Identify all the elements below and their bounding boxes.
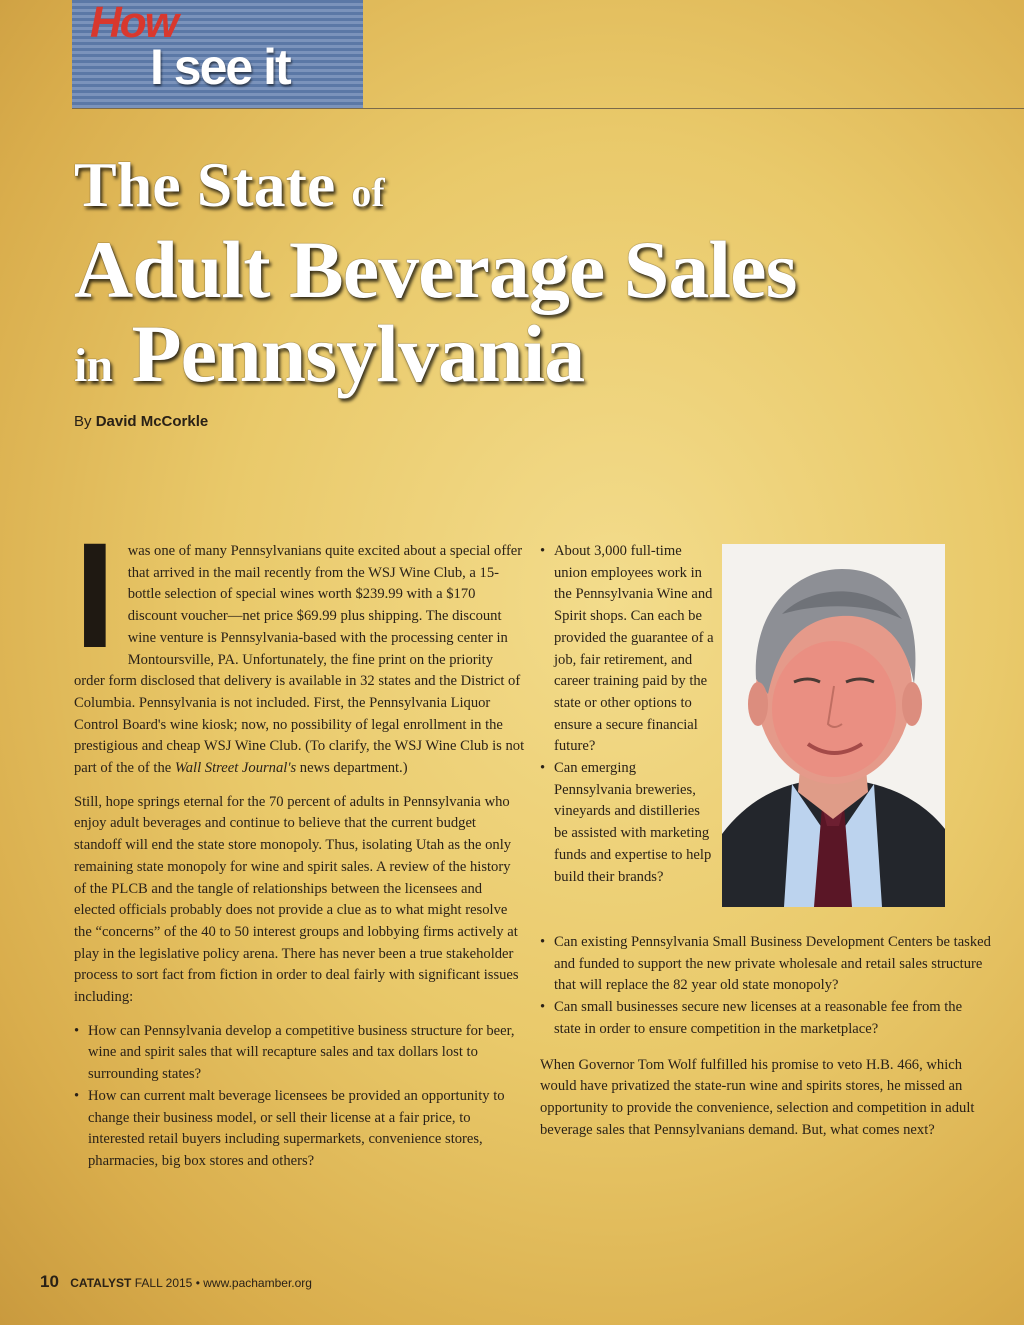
header-rule xyxy=(72,108,1024,109)
logo-i-see-it-text: I see it xyxy=(150,39,290,95)
how-i-see-it-logo xyxy=(72,0,363,108)
right-bullet-list-bottom xyxy=(540,932,992,1041)
author-portrait-image xyxy=(722,544,945,907)
list-item: • Can existing Pennsylvania Small Business Development Centers be tasked and funded to support the new private wholesale and retail sales structure that will replace the 82 year old state monopoly? xyxy=(540,932,992,997)
title-line-1-main: The State xyxy=(74,149,336,220)
byline-author: David McCorkle xyxy=(95,413,209,430)
magazine-name: CATALYST xyxy=(70,1276,132,1290)
author-photo xyxy=(722,544,945,907)
left-column xyxy=(74,511,526,1173)
right-bullet-list-top xyxy=(540,541,715,888)
article-title xyxy=(74,150,796,408)
closing-paragraph: When Governor Tom Wolf fulfilled his promise to veto H.B. 466, which would have privatized the state-run wine and spirits stores, he missed an opportunity to provide the convenience, selection and competition in adult beverage sales that Pennsylvanians demand. But, what comes next? xyxy=(540,1056,975,1138)
paragraph-1-end: news department.) xyxy=(296,760,408,777)
footer-separator: • xyxy=(195,1276,200,1290)
list-item: • Can emerging Pennsylvania breweries, vineyards and distilleries be assisted with marketing funds and expertise to help build their brands? xyxy=(540,758,715,888)
page-number: 10 xyxy=(40,1272,59,1291)
list-item: • About 3,000 full-time union employees work in the Pennsylvania Wine and Spirit shops. Can each be provided the guarantee of a job, fair retirement, and career training paid by the state or other options to ensure a secure financial future? xyxy=(540,541,715,758)
title-line-3 xyxy=(74,308,796,408)
website-link[interactable]: www.pachamber.org xyxy=(203,1276,312,1290)
logo-how-text: How xyxy=(90,0,177,47)
left-bullet-list xyxy=(74,1021,526,1173)
list-item: • Can small businesses secure new licenses at a reasonable fee from the state in order to ensure competition in the marketplace? xyxy=(540,997,992,1040)
list-item: • How can Pennsylvania develop a competitive business structure for beer, wine and spirit sales that will recapture sales and tax dollars lost to surrounding states? xyxy=(74,1021,526,1086)
drop-cap: I xyxy=(74,511,116,679)
title-line-1-small: of xyxy=(351,170,385,215)
right-column-top xyxy=(540,541,715,888)
title-line-2: Adult Beverage Sales xyxy=(74,224,797,315)
paragraph-1 xyxy=(74,511,526,780)
paragraph-1-text: was one of many Pennsylvanians quite excited about a special offer that arrived in the mail recently from the WSJ Wine Club, a 15-bottle selection of special wines worth $239.99 with a $170 discount voucher—net price $69.99 plus shipping. The discount wine venture is Pennsylvania-based with the processing center in Montoursville, PA. Unfortunately, the fine print on the priority order form disclosed that delivery is available in 32 states and the District of Columbia. Pennsylvania is not included. First, the Pennsylvania Liquor Control Board's wine kiosk; now, no possibility of legal enrollment in the prestigious and cheap WSJ Wine Club. (To clarify, the WSJ Wine Club is not part of the of the xyxy=(74,543,525,777)
title-line-1 xyxy=(74,150,796,228)
title-line-3-main: Pennsylvania xyxy=(131,308,585,399)
byline-prefix: By xyxy=(74,413,92,430)
paragraph-1-italic: Wall Street Journal's xyxy=(174,760,297,777)
paragraph-2: Still, hope springs eternal for the 70 percent of adults in Pennsylvania who enjoy adult beverages and continue to believe that the current budget standoff will end the state store monopoly. Thus, isolating Utah as the only remaining state monopoly for wine and spirit sales. A review of the history of the PLCB and the tangle of relationships between the licensees and elected officials probably does not provide a clue as to what might resolve the “concerns” of the 40 to 50 interest groups and lobbying firms actively at play in the legislative policy arena. There has never been a true stakeholder process to sort fact from fiction in order to deal fairly with significant issues including: xyxy=(74,793,519,1006)
list-item: • How can current malt beverage licensees be provided an opportunity to change their business model, or sell their license at a fair price, to interested retail buyers including supermarkets, convenience stores, pharmacies, big box stores and others? xyxy=(74,1086,526,1173)
issue-label: FALL 2015 xyxy=(134,1276,193,1290)
title-line-3-small: in xyxy=(74,339,113,392)
byline xyxy=(74,413,208,430)
right-column-bottom xyxy=(540,932,992,1141)
page-footer xyxy=(40,1272,312,1292)
